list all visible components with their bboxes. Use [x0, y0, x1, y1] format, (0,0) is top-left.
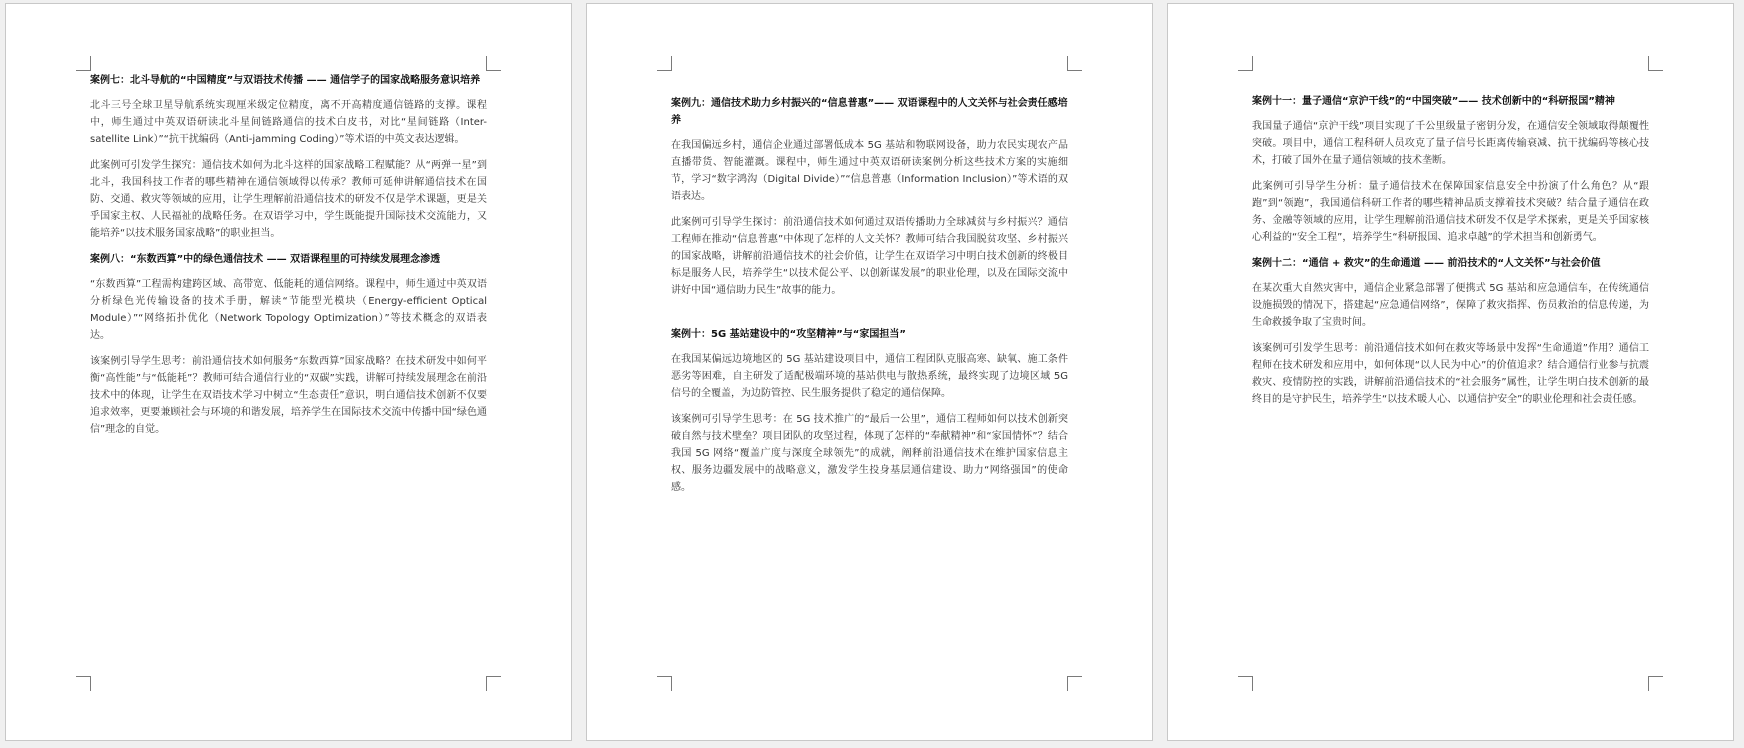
body-paragraph: 该案例可引发学生思考：前沿通信技术如何在救灾等场景中发挥“生命通道”作用？通信工程师在技术研发和应用中，如何体现“以人民为中心”的价值追求？结合通信行业参与抗震救灾、疫情防控的实践，讲解前沿通信技术的“社会服务”属性，让学生明白技术创新的最终目的是守护民生，培养学生“以技术暖人心、以通信护安全”的职业伦理和社会责任感。 — [1252, 343, 1649, 405]
case-heading: 案例七：北斗导航的“中国精度”与双语技术传播 —— 通信学子的国家战略服务意识培养 — [90, 75, 481, 86]
case-heading: 案例十一：量子通信“京沪干线”的“中国突破”—— 技术创新中的“科研报国”精神 — [1252, 96, 1615, 107]
case-heading: 案例十二：“通信 + 救灾”的生命通道 —— 前沿技术的“人文关怀”与社会价值 — [1252, 258, 1601, 269]
body-paragraph: 该案例可引导学生思考：在 5G 技术推广的“最后一公里”，通信工程师如何以技术创新突破自然与技术壁垒？项目团队的攻坚过程，体现了怎样的“奉献精神”和“家国情怀”？结合我国 5G 网络“覆盖广度与深度全球领先”的成就，阐释前沿通信技术在维护国家信息主权、服务边疆发展中的战略意义，激发学生投身基层通信建设、助力“网络强国”的使命感。 — [671, 414, 1068, 493]
body-paragraph: 在我国偏远乡村，通信企业通过部署低成本 5G 基站和物联网设备，助力农民实现农产品直播带货、智能灌溉。课程中，师生通过中英双语研读案例分析这些技术方案的实施细节，学习“数字鸿沟（Digital Divide）”“信息普惠（Information Inclusion）”等术语的双语表达。 — [671, 140, 1068, 202]
body-paragraph: 此案例可引导学生探讨：前沿通信技术如何通过双语传播助力全球减贫与乡村振兴？通信工程师在推动“信息普惠”中体现了怎样的人文关怀？教师可结合我国脱贫攻坚、乡村振兴的国家战略，讲解前沿通信技术的社会价值，让学生在双语学习中明白技术创新的终极目标是服务人民，培养学生“以技术促公平、以创新谋发展”的职业伦理，以及在国际交流中讲好中国“通信助力民生”故事的能力。 — [671, 217, 1068, 296]
page-corner-mark — [1648, 56, 1663, 71]
body-paragraph: 此案例可引发学生探究：通信技术如何为北斗这样的国家战略工程赋能？从“两弹一星”到北斗，我国科技工作者的哪些精神在通信领域得以传承？教师可延伸讲解通信技术在国防、交通、救灾等领域的应用，让学生理解前沿通信技术的研发不仅是学术课题，更是关乎国家主权、人民福祉的战略任务。在双语学习中，学生既能提升国际技术交流能力，又能培养“以技术服务国家战略”的职业担当。 — [90, 160, 487, 239]
body-paragraph: 此案例可引导学生分析：量子通信技术在保障国家信息安全中扮演了什么角色？从“跟跑”到“领跑”，我国通信科研工作者的哪些精神品质支撑着技术突破？结合量子通信在政务、金融等领域的应用，让学生理解前沿通信技术研发不仅是学术探索，更是关乎国家核心利益的“安全工程”，培养学生“科研报国、追求卓越”的学术担当和创新勇气。 — [1252, 181, 1649, 243]
case-heading: 案例八：“东数西算”中的绿色通信技术 —— 双语课程里的可持续发展理念渗透 — [90, 254, 441, 265]
body-paragraph: 在我国某偏远边境地区的 5G 基站建设项目中，通信工程团队克服高寒、缺氧、施工条件恶劣等困难，自主研发了适配极端环境的基站供电与散热系统，最终实现了边境区域 5G 信号的全覆盖，为边防管控、民生服务提供了稳定的通信保障。 — [671, 354, 1068, 399]
page-corner-mark — [486, 56, 501, 71]
body-paragraph: 北斗三号全球卫星导航系统实现厘米级定位精度，离不开高精度通信链路的支撑。课程中，师生通过中英双语研读北斗星间链路通信的技术白皮书，对比“星间链路（Inter-satellite Link）”“抗干扰编码（Anti-jamming Coding）”等术语的中英文表达逻辑。 — [90, 100, 487, 145]
page-corner-mark — [486, 676, 501, 691]
page-corner-mark — [1067, 56, 1082, 71]
document-page-1[interactable] — [5, 3, 572, 741]
page-corner-mark — [657, 676, 672, 691]
page-content — [90, 72, 487, 447]
body-paragraph: 我国量子通信“京沪干线”项目实现了千公里级量子密钥分发，在通信安全领域取得颠覆性突破。项目中，通信工程科研人员攻克了量子信号长距离传输衰减、抗干扰编码等核心技术，打破了国外在量子通信领域的技术垄断。 — [1252, 121, 1649, 166]
page-corner-mark — [1238, 56, 1253, 71]
body-paragraph: 在某次重大自然灾害中，通信企业紧急部署了便携式 5G 基站和应急通信车，在传统通信设施损毁的情况下，搭建起“应急通信网络”，保障了救灾指挥、伤员救治的信息传递，为生命救援争取了宝贵时间。 — [1252, 283, 1649, 328]
document-page-2[interactable] — [586, 3, 1153, 741]
page-corner-mark — [1648, 676, 1663, 691]
page-content — [671, 95, 1068, 505]
page-corner-mark — [76, 676, 91, 691]
body-paragraph: 该案例引导学生思考：前沿通信技术如何服务“东数西算”国家战略？在技术研发中如何平衡“高性能”与“低能耗”？教师可结合通信行业的“双碳”实践，讲解可持续发展理念在前沿技术中的体现，让学生在双语技术学习中树立“生态责任”意识，明白通信技术创新不仅要追求效率，更要兼顾社会与环境的和谐发展，培养学生在国际技术交流中传播中国“绿色通信”理念的自觉。 — [90, 356, 487, 435]
body-paragraph: “东数西算”工程需构建跨区域、高带宽、低能耗的通信网络。课程中，师生通过中英双语分析绿色光传输设备的技术手册，解读“节能型光模块（Energy-efficient Optical Module）”“网络拓扑优化（Network Topology Optimization）”等技术概念的双语表达。 — [90, 279, 487, 341]
document-page-3[interactable] — [1167, 3, 1734, 741]
paragraph-spacer — [671, 308, 1068, 326]
case-heading: 案例十：5G 基站建设中的“攻坚精神”与“家国担当” — [671, 329, 906, 340]
page-content — [1252, 93, 1649, 417]
page-corner-mark — [1067, 676, 1082, 691]
page-corner-mark — [1238, 676, 1253, 691]
page-corner-mark — [657, 56, 672, 71]
page-corner-mark — [76, 56, 91, 71]
case-heading: 案例九：通信技术助力乡村振兴的“信息普惠”—— 双语课程中的人文关怀与社会责任感培养 — [671, 98, 1068, 126]
